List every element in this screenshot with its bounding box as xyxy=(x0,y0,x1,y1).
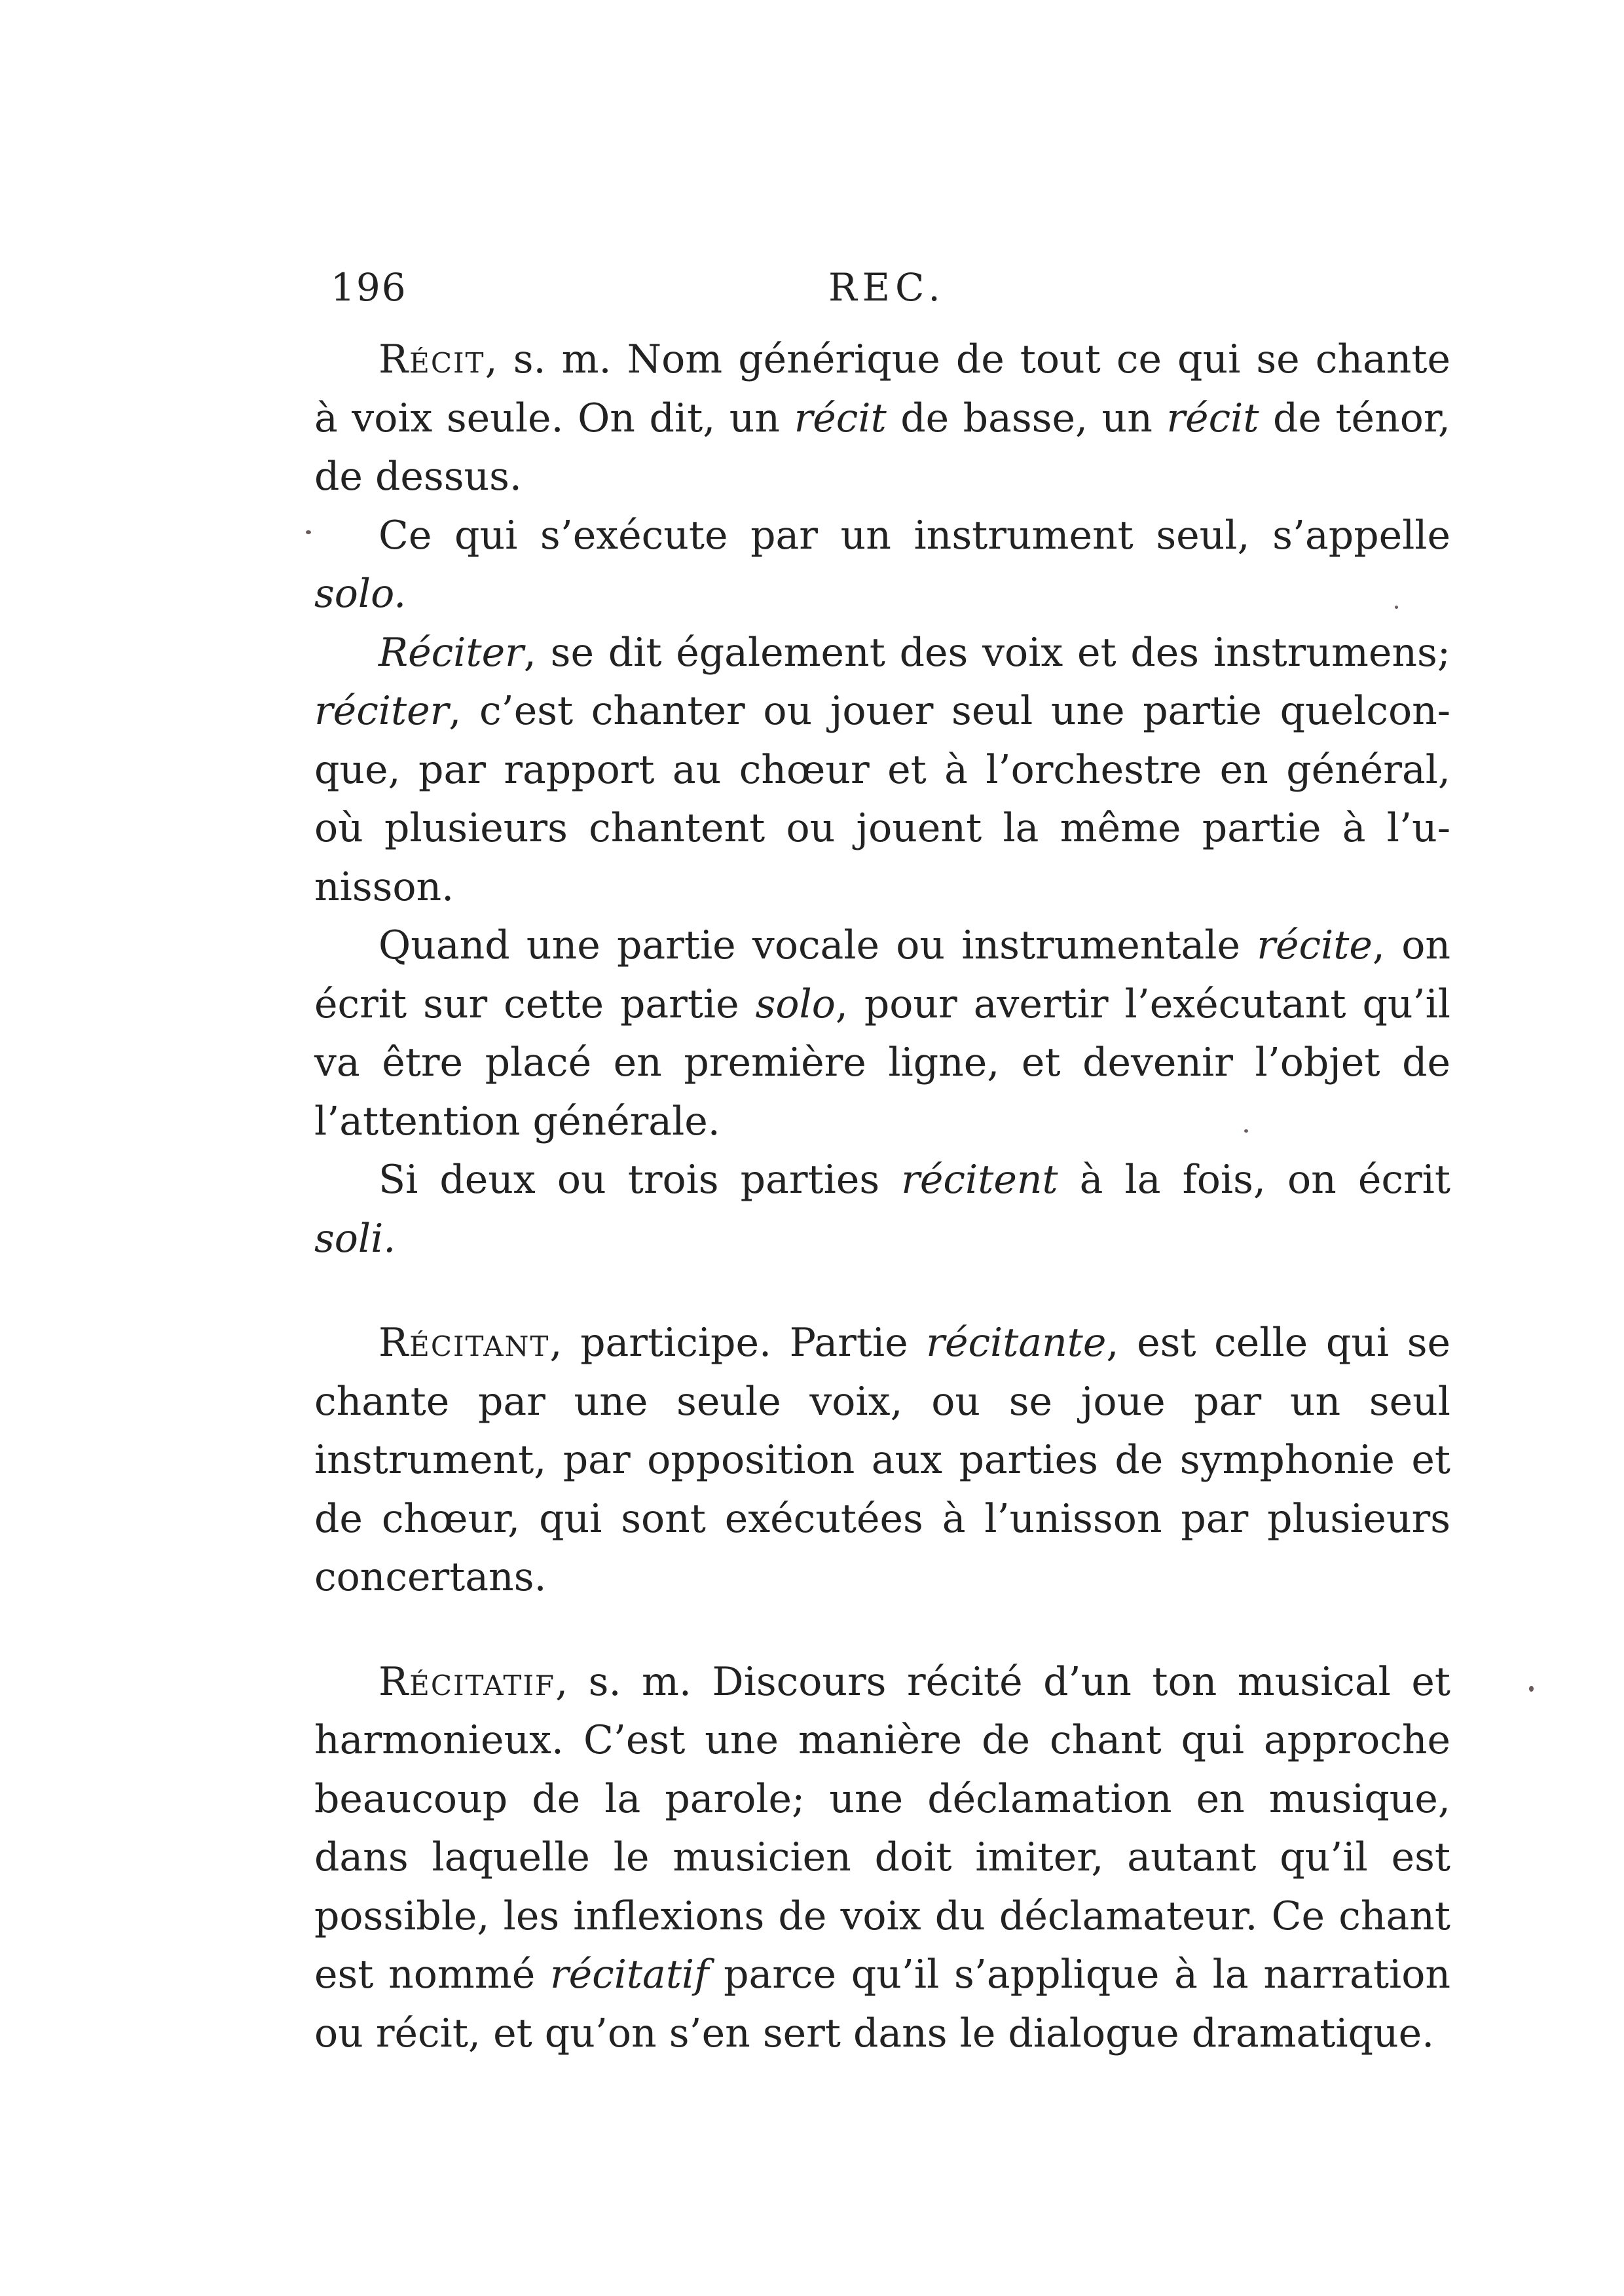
recit-para3-text-a: , se dit également des voix et des instrumens; xyxy=(523,629,1450,676)
recit-para4-text-c: , pour avertir l’exécutant qu’il va être placé en première ligne, et devenir l’objet de l’attention générale. xyxy=(314,981,1450,1144)
recit-para5-term-2: soli. xyxy=(314,1215,396,1262)
recit-end: de ténor, de dessus. xyxy=(314,395,1450,500)
entry-recitant xyxy=(314,1314,1450,1607)
scan-speck xyxy=(306,530,311,534)
recit-para5-term-1: récitent xyxy=(901,1157,1058,1203)
recit-paragraph-solo xyxy=(314,507,1450,624)
scan-speck xyxy=(1244,1129,1248,1133)
entry-separator xyxy=(314,1607,1450,1653)
recitant-term: récitante xyxy=(926,1320,1107,1366)
recit-para4-text-a: Quand une partie vocale ou instrumentale xyxy=(378,922,1257,968)
recit-example-1: récit xyxy=(794,395,887,441)
recit-para5-text-a: Si deux ou trois parties xyxy=(378,1157,902,1203)
running-head: REC. xyxy=(828,265,946,310)
recit-definition: , s. m. Nom générique de tout ce qui se chante à voix seule. On dit, un xyxy=(314,337,1450,441)
recit-middle: de basse, un xyxy=(886,395,1167,441)
recit-para3-term-2: réciter xyxy=(314,688,449,734)
recit-para3-term-1: Réciter xyxy=(378,629,524,676)
recit-paragraph-soli xyxy=(314,1151,1450,1268)
recitatif-term: récitatif xyxy=(549,1952,709,1997)
page-header xyxy=(331,265,1457,318)
entry-recitatif xyxy=(314,1653,1450,2064)
recit-para2-text: Ce qui s’exécute par un instrument seul, s’appelle xyxy=(378,512,1450,558)
recitatif-text-b: parce qu’il s’applique à la narration ou récit, et qu’on s’en sert dans le dialogue dramatique. xyxy=(314,1952,1450,2056)
entry-separator xyxy=(314,1268,1450,1314)
page-body xyxy=(314,331,1450,2063)
recit-para4-term-1: récite xyxy=(1257,922,1373,968)
recit-para4-text-b: , on écrit sur cette partie xyxy=(314,922,1450,1027)
recit-para4-term-2: solo xyxy=(755,981,836,1027)
recitant-text-b: , est celle qui se chante par une seule voix, ou se joue par un seul instrument, par opposition aux parties de symphonie et de chœur, qui sont exécutées à l’unisson par plusieurs concertans. xyxy=(314,1320,1451,1600)
recit-para3-text-b: , c’est chanter ou jouer seul une partie quelconque, par rapport au chœur et à l’orchestre en général, où plusieurs chantent ou jouent la même partie à l’unisson. xyxy=(314,688,1450,910)
recit-paragraph-quand xyxy=(314,917,1450,1151)
headword-recitatif: Récitatif xyxy=(378,1658,556,1705)
recitant-text-a: , participe. Partie xyxy=(549,1320,927,1366)
headword-recit: Récit xyxy=(378,337,485,382)
page-number: 196 xyxy=(331,265,407,310)
scan-speck xyxy=(1395,606,1398,609)
recitatif-text-a: , s. m. Discours récité d’un ton musical et harmonieux. C’est une manière de chant qui approche beaucoup de la parole; une déclamation en musique, dans laquelle le musicien doit imiter, autant qu’il est possible, les inflexions de voix du déclamateur. Ce chant est nommé xyxy=(314,1658,1450,1997)
recit-paragraph-reciter xyxy=(314,624,1450,917)
headword-recitant: Récitant xyxy=(378,1320,550,1366)
recit-example-2: récit xyxy=(1166,395,1259,441)
entry-recit xyxy=(314,331,1450,507)
scan-speck xyxy=(1529,1686,1534,1692)
recit-para5-text-b: à la fois, on écrit xyxy=(1058,1157,1450,1203)
recit-para2-term: solo. xyxy=(314,571,407,617)
